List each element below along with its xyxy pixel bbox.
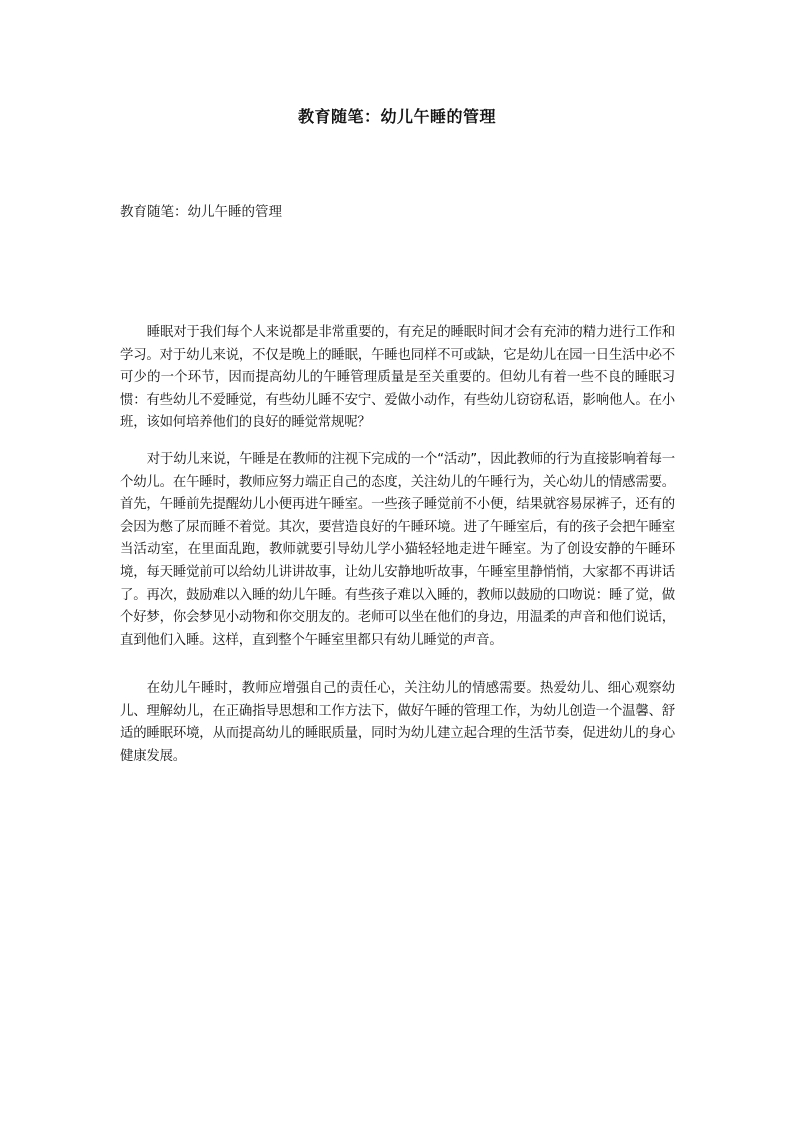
subtitle-line: 教育随笔：幼儿午睡的管理 [120, 204, 282, 220]
body-paragraph: 睡眠对于我们每个人来说都是非常重要的，有充足的睡眠时间才会有充沛的精力进行工作和学习。对于幼儿来说，不仅是晚上的睡眠，午睡也同样不可或缺，它是幼儿在园一日生活中必不可少的一个环节，因而提高幼儿的午睡管理质量是至关重要的。但幼儿有着一些不良的睡眠习惯：有些幼儿不爱睡觉，有些幼儿睡不安宁、爱做小动作，有些幼儿窃窃私语，影响他人。在小班，该如何培养他们的良好的睡觉常规呢？ [120, 325, 675, 431]
page-title: 教育随笔：幼儿午睡的管理 [297, 107, 496, 126]
body-paragraph: 对于幼儿来说，午睡是在教师的注视下完成的一个“活动”，因此教师的行为直接影响着每一个幼儿。在午睡时，教师应努力端正自己的态度，关注幼儿的午睡行为，关心幼儿的情感需要。首先，午睡前先提醒幼儿小便再进午睡室。一些孩子睡觉前不小便，结果就容易尿裤子，还有的会因为憋了尿而睡不着觉。其次，要营造良好的午睡环境。进了午睡室后，有的孩子会把午睡室当活动室，在里面乱跑，教师就要引导幼儿学小猫轻轻地走进午睡室。为了创设安静的午睡环境，每天睡觉前可以给幼儿讲讲故事，让幼儿安静地听故事，午睡室里静悄悄，大家都不再讲话了。再次，鼓励难以入睡的幼儿午睡。有些孩子难以入睡的，教师以鼓励的口吻说：睡了觉，做个好梦，你会梦见小动物和你交朋友的。老师可以坐在他们的身边，用温柔的声音和他们说话，直到他们入睡。这样，直到整个午睡室里都只有幼儿睡觉的声音。 [120, 452, 675, 648]
body-paragraph: 在幼儿午睡时，教师应增强自己的责任心，关注幼儿的情感需要。热爱幼儿、细心观察幼儿、理解幼儿，在正确指导思想和工作方法下，做好午睡的管理工作，为幼儿创造一个温馨、舒适的睡眠环境，从而提高幼儿的睡眠质量，同时为幼儿建立起合理的生活节奏，促进幼儿的身心健康发展。 [120, 681, 675, 764]
